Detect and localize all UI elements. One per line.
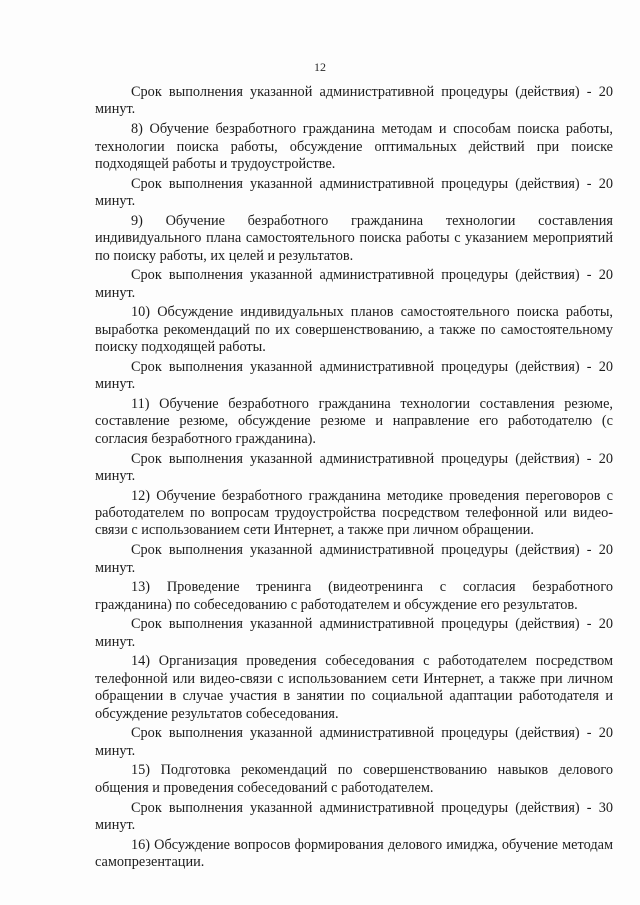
document-body — [95, 84, 613, 874]
paragraph-timing: Срок выполнения указанной административной процедуры (действия) - 20 минут. — [95, 84, 613, 118]
paragraph-timing: Срок выполнения указанной административной процедуры (действия) - 20 минут. — [95, 267, 613, 301]
paragraph-timing: Срок выполнения указанной административной процедуры (действия) - 20 минут. — [95, 725, 613, 759]
paragraph-timing: Срок выполнения указанной административной процедуры (действия) - 20 минут. — [95, 175, 613, 210]
paragraph-item-8: 8) Обучение безработного гражданина методам и способам поиска работы, технологии поиска работы, обсуждение оптимальных действий при поиске подходящей работы и трудоустройстве. — [95, 121, 613, 172]
paragraph-timing: Срок выполнения указанной административной процедуры (действия) - 20 минут. — [95, 616, 613, 650]
paragraph-item-9: 9) Обучение безработного гражданина технологии составления индивидуального плана самостоятельного поиска работы с указанием мероприятий по поиску работы, их целей и результатов. — [95, 212, 613, 264]
page-number: 12 — [314, 60, 326, 74]
paragraph-item-14: 14) Организация проведения собеседования с работодателем посредством телефонной или видео-связи с использованием сети Интернет, а также при личном обращении в случае участия в занятии по социальной адаптации работодателя и обсуждение результатов собеседования. — [95, 653, 613, 722]
paragraph-item-11: 11) Обучение безработного гражданина технологии составления резюме, составление резюме, обсуждение резюме и направление его работодателю (с согласия безработного гражданина). — [95, 395, 613, 447]
paragraph-timing: Срок выполнения указанной административной процедуры (действия) - 30 минут. — [95, 799, 613, 833]
paragraph-timing: Срок выполнения указанной административной процедуры (действия) - 20 минут. — [95, 542, 613, 576]
paragraph-timing: Срок выполнения указанной административной процедуры (действия) - 20 минут. — [95, 358, 613, 393]
paragraph-item-13: 13) Проведение тренинга (видеотренинга с согласия безработного гражданина) по собеседованию с работодателем и обсуждение его результатов. — [95, 579, 613, 613]
paragraph-item-15: 15) Подготовка рекомендаций по совершенствованию навыков делового общения и проведения собеседований с работодателем. — [95, 762, 613, 796]
paragraph-item-12: 12) Обучение безработного гражданина методике проведения переговоров с работодателем по вопросам трудоустройства посредством телефонной или видео-связи с использованием сети Интернет, а также при личном обращении. — [95, 487, 613, 539]
paragraph-item-16: 16) Обсуждение вопросов формирования делового имиджа, обучение методам самопрезентации. — [95, 836, 613, 871]
paragraph-item-10: 10) Обсуждение индивидуальных планов самостоятельного поиска работы, выработка рекомендаций по их совершенствованию, а также по самостоятельному поиску подходящей работы. — [95, 304, 613, 356]
paragraph-timing: Срок выполнения указанной административной процедуры (действия) - 20 минут. — [95, 450, 613, 484]
